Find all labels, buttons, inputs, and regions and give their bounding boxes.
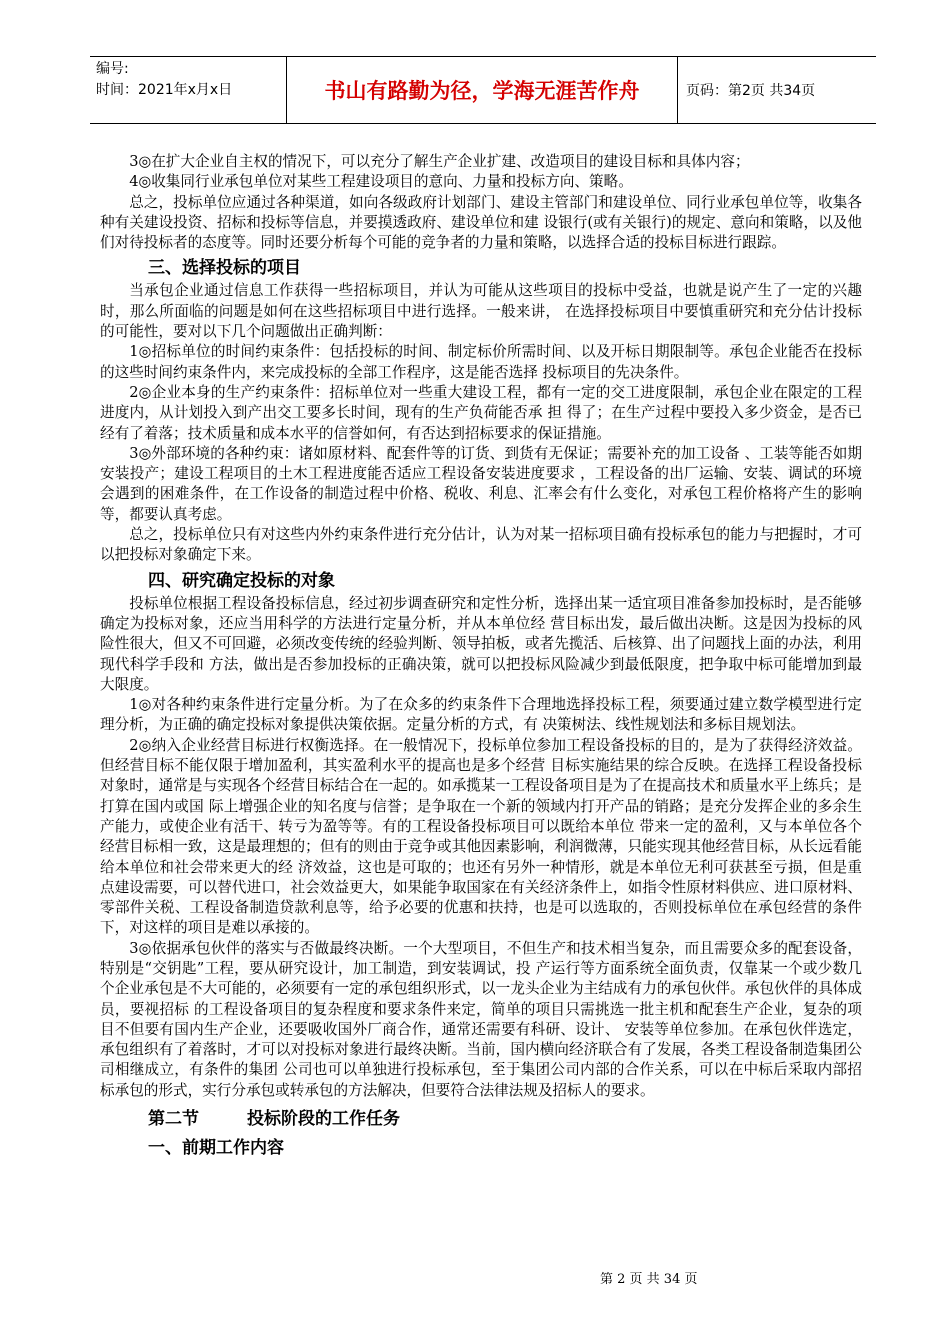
paragraph: 3◎在扩大企业自主权的情况下，可以充分了解生产企业扩建、改造项目的建设目标和具体内容； (129, 153, 750, 170)
header-page-number: 页码：第2页 共34页 (686, 83, 816, 99)
paragraph: 2◎纳入企业经营目标进行权衡选择。在一般情况下，投标单位参加工程设备投标的目的，是为了获得经济效益。但经营目标不能仅限于增加盈利，其实盈利水平的提高也是多个经营 目标实施结果的综合反映。在选择工程设备投标对象时，通常是与实现各个经营目标结合在一起的。如承揽某一工程设备项目是为了在提高技术和质量水平上练兵；是打算在国内或国 际上增强企业的知名度与信誉；是争取在一个新的领域内打开产品的销路；是充分发挥企业的多余生产能力，或使企业有活干、转亏为盈等等。有的工程设备投标项目可以既给本单位 带来一定的盈利，又与本单位各个经营目标相一致，这是最理想的；但有的则由于竞争或其他因素影响，利润微薄，只能实现其他经营目标，从长远看能给本单位和社会带来更大的经 济效益，这也是可取的；也还有另外一种情形，就是本单位无利可获甚至亏损，但是重点建设需要，可以替代进口，社会效益更大，如果能争取国家在有关经济条件上，如指令性原材料供应、进口原材料、零部件关税、工程设备制造贷款利息等，给予必要的优惠和扶持，也是可以选取的，否则投标单位在承包经营的条件下，对这样的项目是难以承接的。 (100, 736, 862, 937)
paragraph: 3◎外部环境的各种约束：诸如原材料、配套件等的订货、到货有无保证；需要补充的加工设备 、工装等能否如期安装投产；建设工程项目的土木工程进度能否适应工程设备安装进度要求 ，工程设备的出厂运输、安装、调试的环境会遇到的困难条件，在工作设备的制造过程中价格、税收、利息、汇率会有什么变化，对承包工程价格将产生的影响等，都要认真考虑。 (100, 444, 862, 523)
section-heading-4: 四、研究确定投标的对象 (148, 570, 335, 591)
doc-number-label: 编号: (96, 61, 129, 77)
header-motto: 书山有路勤为径，学海无涯苦作舟 (286, 57, 678, 123)
document-body (100, 152, 862, 1161)
paragraph: 4◎收集同行业承包单位对某些工程建设项目的意向、力量和投标方向、策略。 (129, 173, 633, 191)
page-footer: 第 2 页 共 34 页 (600, 1272, 698, 1287)
header-meta (90, 57, 286, 123)
date-label: 时间：2021年x月x日 (96, 82, 233, 98)
section-title: 投标阶段的工作任务 (247, 1109, 400, 1130)
paragraph: 总之，投标单位应通过各种渠道，如向各级政府计划部门、建设主管部门和建设单位、同行业承包单位等，收集各种有关建设投资、招标和投标等信息，并要摸透政府、建设单位和建 设银行(或有关银行)的规定、意向和策略，以及他们对待投标者的态度等。同时还要分析每个可能的竞争者的力量和策略，以选择合适的投标目标进行跟踪。 (100, 193, 862, 252)
paragraph: 3◎依据承包伙伴的落实与否做最终决断。一个大型项目，不但生产和技术相当复杂，而且需要众多的配套设备，特别是“交钥匙”工程，要从研究设计，加工制造，到安装调试，投 产运行等方面系统全面负责，仅靠某一个或少数几个企业承包是不大可能的，必须要有一定的承包组织形式，以一龙头企业为主结成有力的承包伙伴。承包伙伴的具体成员，要视招标 的工程设备项目的复杂程度和要求条件来定，简单的项目只需挑选一批主机和配套生产企业，复杂的项目不但要有国内生产企业，还要吸收国外厂商合作，通常还需要有科研、设计、 安装等单位参加。在承包伙伴选定，承包组织有了着落时，才可以对投标对象进行最终决断。当前，国内横向经济联合有了发展，各类工程设备制造集团公司相继成立，有条件的集团 公司也可以单独进行投标承包，至于集团公司内部的合作关系，可以在中标后采取内部招标承包的形式，实行分承包或转承包的方法解决，但要符合法律法规及招标人的要求。 (100, 939, 862, 1099)
paragraph: 总之，投标单位只有对这些内外约束条件进行充分估计，认为对某一招标项目确有投标承包的能力与把握时，才可以把投标对象确定下来。 (100, 526, 862, 564)
section-heading-3: 三、选择投标的项目 (148, 258, 301, 279)
paragraph: 1◎对各种约束条件进行定量分析。为了在众多的约束条件下合理地选择投标工程，须要通过建立数学模型进行定理分析，为正确的确定投标对象提供决策依据。定量分析的方式，有 决策树法、线性规划法和多标目规划法。 (100, 696, 862, 734)
page-header (90, 56, 876, 124)
subsection-heading: 一、前期工作内容 (148, 1138, 284, 1159)
paragraph: 当承包企业通过信息工作获得一些招标项目，并认为可能从这些项目的投标中受益，也就是说产生了一定的兴趣时，那么所面临的问题是如何在这些招标项目中进行选择。一般来讲， 在选择投标项目中要慎重研究和充分估计投标的可能性，要对以下几个问题做出正确判断： (100, 282, 862, 341)
paragraph: 1◎招标单位的时间约束条件：包括投标的时间、制定标价所需时间、以及开标日期限制等。承包企业能否在投标的这些时间约束条件内，来完成投标的全部工作程序，这是能否选择 投标项目的先决条件。 (100, 343, 862, 381)
paragraph: 2◎企业本身的生产约束条件：招标单位对一些重大建设工程，都有一定的交工进度限制，承包企业在限定的工程进度内，从计划投入到产出交工要多长时间，现有的生产负荷能否承 担 得了；在生产过程中要投入多少资金，是否已经有了着落；技术质量和成本水平的信誉如何，有否达到招标要求的保证措施。 (100, 383, 862, 442)
chapter-section-heading (100, 1105, 862, 1133)
paragraph: 投标单位根据工程设备投标信息，经过初步调查研究和定性分析，选择出某一适宜项目准备参加投标时，是否能够确定为投标对象，还应当用科学的方法进行定量分析，并从本单位经 营目标出发，最后做出决断。这是因为投标的风险性很大，但又不可回避，必须改变传统的经验判断、领导拍板，或者先揽活、后核算、出了问题找上面的办法，利用现代科学手段和 方法，做出是否参加投标的正确决策，就可以把投标风险减少到最低限度，把争取中标可能增加到最大限度。 (100, 594, 862, 693)
section-number: 第二节 (148, 1109, 199, 1130)
